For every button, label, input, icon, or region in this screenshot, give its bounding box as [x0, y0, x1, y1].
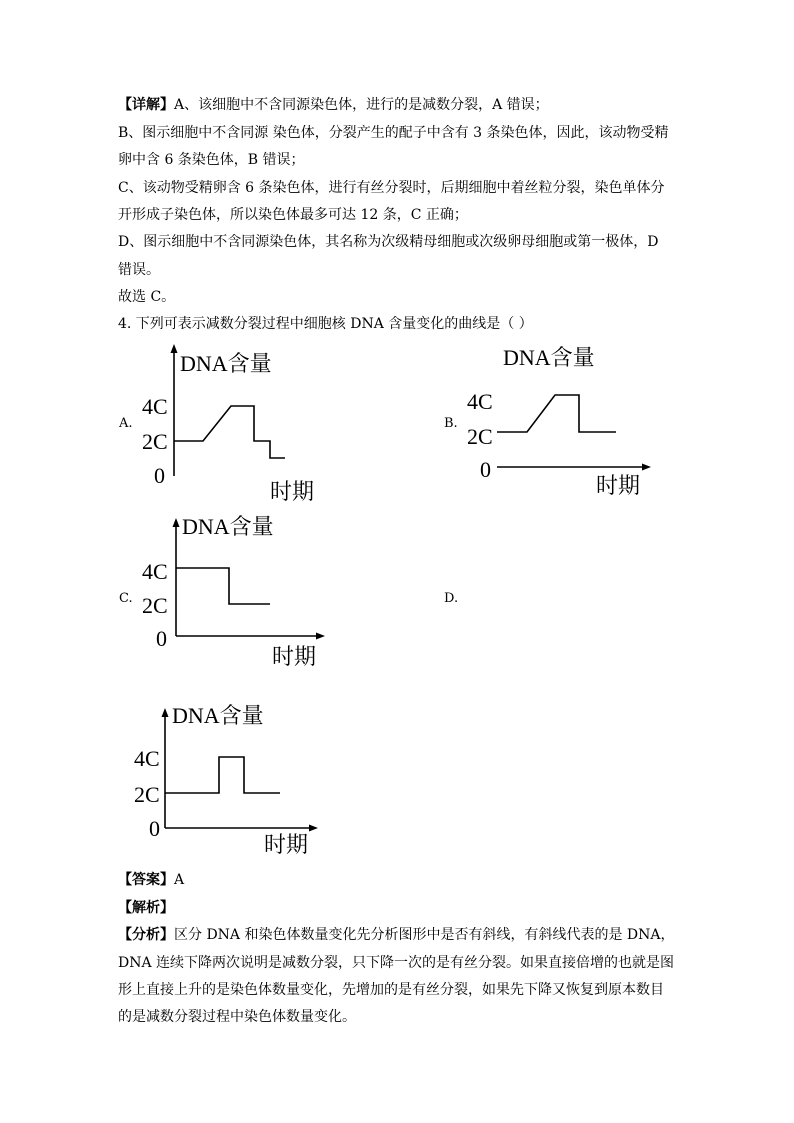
analysis-line-2: DNA 连续下降两次说明是减数分裂，只下降一次的是有丝分裂。如果直接倍增的也就是图	[118, 955, 675, 971]
y-axis-label: DNA含量	[503, 345, 595, 370]
x-axis-arrow-icon	[316, 633, 325, 640]
option-a-label: A.	[119, 416, 133, 431]
dna-curve	[165, 757, 280, 793]
x-axis-label: 时期	[272, 644, 317, 669]
detail-line-8: 故选 C。	[118, 289, 176, 305]
y-axis-label: DNA含量	[182, 514, 274, 539]
dna-curve	[174, 406, 285, 458]
y-axis-label: DNA含量	[172, 703, 264, 728]
answer-tag: 【答案】	[118, 872, 174, 888]
tick-4c: 4C	[142, 559, 168, 584]
graph-a	[140, 342, 340, 507]
option-d-label: D.	[444, 591, 459, 606]
tick-4c: 4C	[142, 394, 168, 419]
x-axis-arrow-icon	[309, 825, 318, 832]
detail-line-7: 错误。	[118, 262, 160, 278]
dna-curve	[497, 395, 616, 432]
tick-4c: 4C	[134, 746, 160, 771]
x-axis-label: 时期	[596, 473, 641, 498]
detail-line-4: C、该动物受精卵含 6 条染色体，进行有丝分裂时，后期细胞中着丝粒分裂，染色单体分	[118, 180, 665, 196]
y-axis-label: DNA含量	[180, 351, 272, 376]
analysis-line-4: 的是减数分裂过程中染色体数量变化。	[118, 1009, 356, 1025]
tick-0: 0	[480, 457, 491, 482]
graph-b	[467, 340, 667, 505]
y-axis-arrow-icon	[173, 518, 180, 527]
tick-0: 0	[156, 626, 167, 651]
tick-4c: 4C	[467, 389, 493, 414]
detail-line-5: 开形成子染色体，所以染色体最多可达 12 条，C 正确；	[118, 207, 468, 223]
tick-0: 0	[149, 816, 160, 841]
option-b-label: B.	[444, 416, 458, 431]
graph-c	[140, 512, 340, 677]
y-axis-arrow-icon	[162, 708, 169, 717]
detail-line-6: D、图示细胞中不含同源染色体，其名称为次级精母细胞或次级卵母细胞或第一极体，D	[118, 234, 659, 250]
detail-line-3: 卵中含 6 条染色体，B 错误；	[118, 152, 305, 168]
x-axis-label: 时期	[270, 479, 315, 504]
detail-tag: 【详解】	[118, 97, 174, 113]
tick-0: 0	[154, 463, 165, 488]
detail-line-1: 【详解】A、该细胞中不含同源染色体，进行的是减数分裂，A 错误；	[118, 97, 549, 113]
tick-2c: 2C	[142, 593, 168, 618]
question-text: 4. 下列可表示减数分裂过程中细胞核 DNA 含量变化的曲线是（ ）	[118, 316, 533, 332]
answer-value: A	[174, 872, 185, 888]
answer-line	[118, 871, 184, 889]
detail-line-2: B、图示细胞中不含同源 染色体，分裂产生的配子中含有 3 条染色体，因此，该动物受精	[118, 125, 669, 141]
tick-2c: 2C	[134, 782, 160, 807]
tick-2c: 2C	[467, 424, 493, 449]
dna-curve	[176, 568, 270, 604]
option-c-label: C.	[119, 591, 133, 606]
y-axis-arrow-icon	[171, 344, 178, 353]
analysis-line-3: 形上直接上升的是染色体数量变化，先增加的是有丝分裂，如果先下降又恢复到原本数目	[118, 982, 664, 998]
analysis-tag: 【分析】	[118, 927, 174, 943]
analysis-line-1: 【分析】区分 DNA 和染色体数量变化先分析图形中是否有斜线，有斜线代表的是 DNA，	[118, 927, 675, 943]
x-axis-arrow-icon	[642, 464, 651, 471]
x-axis-label: 时期	[264, 832, 309, 857]
analysis-heading: 【解析】	[118, 900, 174, 916]
tick-2c: 2C	[142, 429, 168, 454]
graph-d	[132, 703, 332, 868]
